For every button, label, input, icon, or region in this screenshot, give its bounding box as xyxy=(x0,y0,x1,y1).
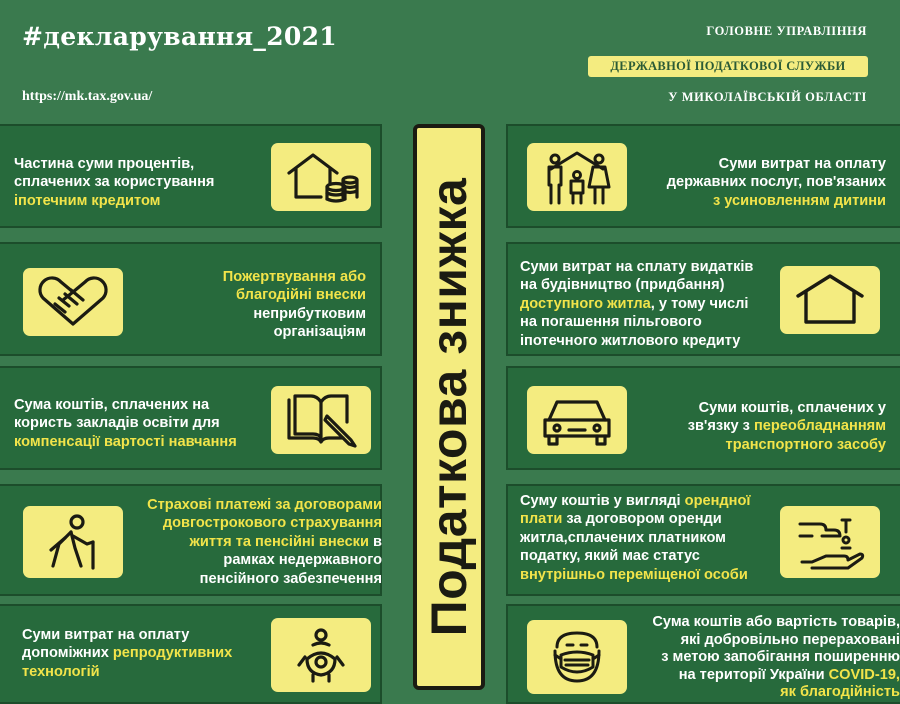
card-text: Сума коштів, сплачених на користь закладів освіти для компенсації вартості навчання xyxy=(14,397,237,450)
right-card-vehicle xyxy=(506,366,900,470)
org-name-line2-badge: ДЕРЖАВНОЇ ПОДАТКОВОЇ СЛУЖБИ xyxy=(588,56,868,77)
center-title-bar xyxy=(413,124,485,690)
house-coins-icon xyxy=(271,143,371,211)
family-icon xyxy=(527,143,627,211)
card-text: Пожертвування або благодійні внески неприбутковим організаціям xyxy=(222,269,366,341)
card-text: Суму коштів у вигляді орендної плати за договором оренди житла,сплачених платником податку, який має статус внутрішньо переміщеної особи xyxy=(520,493,751,583)
right-card-rent xyxy=(506,484,900,596)
card-text: Страхові платежі за договорами довгострокового страхування життя та пенсійні внески в рамках недержавного пенсійного забезпечення xyxy=(147,497,382,587)
website-link[interactable]: https://mk.tax.gov.ua/ xyxy=(22,89,153,104)
car-icon xyxy=(527,386,627,454)
card-text: Суми витрат на оплату допоміжних репродуктивних технологій xyxy=(22,627,233,680)
hand-money-icon xyxy=(780,506,880,578)
hashtag-title: #декларування_2021 xyxy=(22,22,337,51)
left-card-reproductive xyxy=(0,604,382,704)
book-pencil-icon xyxy=(271,386,371,454)
left-card-education xyxy=(0,366,382,470)
elderly-person-icon xyxy=(23,506,123,578)
org-name-line3: У МИКОЛАЇВСЬКІЙ ОБЛАСТІ xyxy=(668,90,867,104)
handshake-heart-icon xyxy=(23,268,123,336)
card-text: Суми витрат на сплату видатків на будівництво (придбання) доступного житла, у тому числі на погашення пільгового іпотечного житлового кредиту xyxy=(520,259,754,349)
right-card-covid xyxy=(506,604,900,704)
right-card-housing xyxy=(506,242,900,356)
left-card-insurance xyxy=(0,484,382,596)
card-text: Суми витрат на оплату державних послуг, пов'язаних з усиновленням дитини xyxy=(666,156,886,209)
pregnant-woman-icon xyxy=(271,618,371,692)
left-card-mortgage xyxy=(0,124,382,228)
center-title: Податкова знижка xyxy=(421,177,477,637)
card-text: Частина суми процентів, сплачених за користування іпотечним кредитом xyxy=(14,156,215,209)
house-icon xyxy=(780,266,880,334)
card-text: Сума коштів або вартість товарів, які добровільно перераховані з метою запобігання поширенню на території України COVID-19, як благодійність xyxy=(652,614,900,700)
card-text: Суми коштів, сплачених у зв'язку з переобладнанням транспортного засобу xyxy=(687,400,886,453)
face-mask-icon xyxy=(527,620,627,694)
left-card-donations xyxy=(0,242,382,356)
org-name-line1: ГОЛОВНЕ УПРАВЛІННЯ xyxy=(706,24,867,38)
right-card-adoption xyxy=(506,124,900,228)
